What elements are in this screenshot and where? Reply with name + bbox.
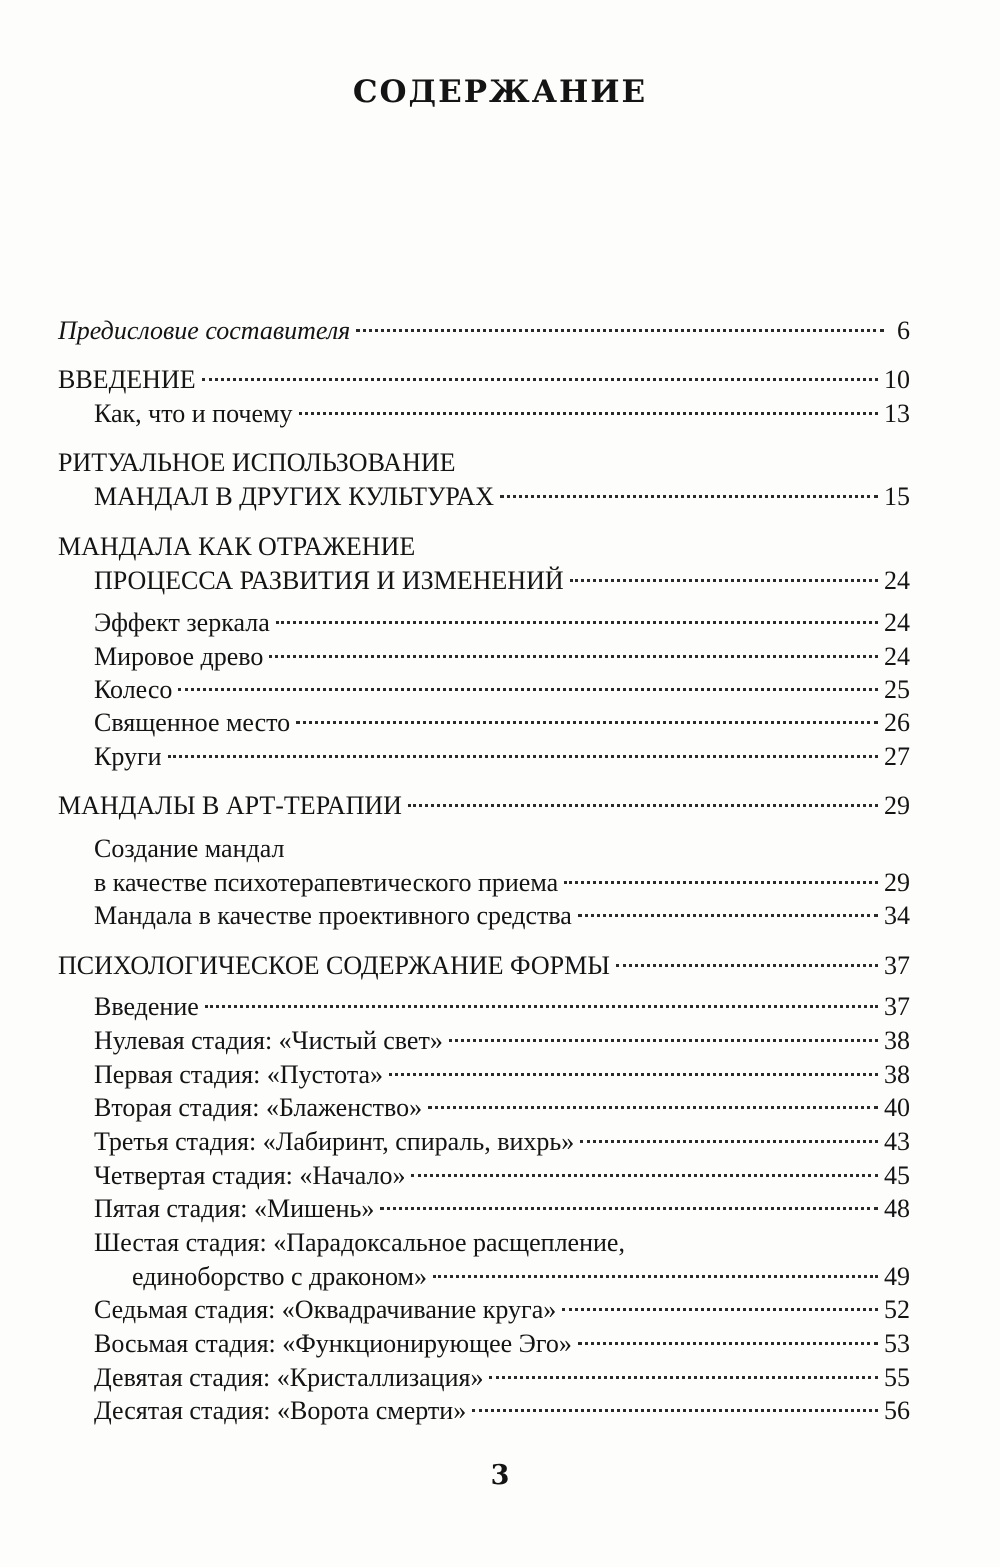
dot-leader [380,1207,878,1210]
toc-entry-label: Введение [94,992,199,1021]
toc-entry-how-what-why [94,397,910,431]
dot-leader [449,1039,878,1042]
toc-entry-page: 37 [884,951,910,980]
toc-entry-label: Как, что и почему [94,399,293,428]
dot-leader [578,1342,878,1345]
toc-entry-stage7 [94,1293,910,1327]
toc-entry-page: 15 [884,482,910,511]
dot-leader [168,755,878,758]
toc-entry-page: 34 [884,901,910,930]
toc-entry-label: Девятая стадия: «Кристаллизация» [94,1363,484,1392]
dot-leader [489,1376,878,1379]
dot-leader [562,1308,878,1311]
toc-entry-world-tree [94,640,910,674]
toc-entry-page: 45 [884,1161,910,1190]
toc-entry-label: Нулевая стадия: «Чистый свет» [94,1026,443,1055]
toc-entry-label: ВВЕДЕНИЕ [58,365,196,394]
toc-entry-label: Мировое древо [94,642,264,671]
toc-entry-label: МАНДАЛЫ В АРТ-ТЕРАПИИ [58,791,402,820]
toc-entry-page: 52 [884,1295,910,1324]
dot-leader [269,655,878,658]
dot-leader [408,804,878,807]
toc-entry-ritual-line1: РИТУАЛЬНОЕ ИСПОЛЬЗОВАНИЕ [58,448,456,477]
toc-entry-stage9 [94,1361,910,1395]
toc-entry-page: 38 [884,1060,910,1089]
toc-entry-circles [94,740,910,774]
toc-entry-page: 43 [884,1127,910,1156]
toc-entry-mirror [94,606,910,640]
dot-leader [411,1174,878,1177]
toc-entry-label: Четвертая стадия: «Начало» [94,1161,406,1190]
toc-entry-projective [94,899,910,933]
toc-entry-page: 25 [884,675,910,704]
toc-entry-stage1 [94,1058,910,1092]
toc-entry-page: 40 [884,1093,910,1122]
dot-leader [500,495,878,498]
toc-entry-page: 38 [884,1026,910,1055]
toc-entry-label: Восьмая стадия: «Функционирующее Эго» [94,1329,572,1358]
dot-leader [276,621,878,624]
toc-entry-page: 27 [884,742,910,771]
dot-leader [570,579,878,582]
dot-leader [580,1140,878,1143]
toc-entry-page: 48 [884,1194,910,1223]
dot-leader [428,1106,878,1109]
page-title: СОДЕРЖАНИЕ [352,74,648,110]
toc-entry-stage0 [94,1024,910,1058]
dot-leader [578,914,878,917]
toc-entry-page: 24 [884,642,910,671]
toc-entry-label: Колесо [94,675,173,704]
toc-entry-creation [94,866,910,900]
toc-entry-label: Первая стадия: «Пустота» [94,1060,384,1089]
toc-entry-page: 24 [884,566,910,595]
dot-leader [472,1409,878,1412]
toc-entry-page: 26 [884,708,910,737]
toc-entry-stage4 [94,1159,910,1193]
toc-entry-page: 10 [884,365,910,394]
toc-entry-label: Мандала в качестве проективного средства [94,901,572,930]
dot-leader [433,1275,878,1278]
toc-entry-stage6 [132,1260,910,1294]
toc-entry-label: в качестве психотерапевтического приема [94,868,559,897]
toc-entry-label: ПРОЦЕССА РАЗВИТИЯ И ИЗМЕНЕНИЙ [94,566,564,595]
toc-entry-label: Священное место [94,708,291,737]
toc-entry-creation-line1: Создание мандал [94,834,285,863]
toc-entry-sacred-place [94,706,910,740]
toc-entry-label: Эффект зеркала [94,608,270,637]
toc-entry-page: 6 [897,316,910,345]
toc-entry-wheel [94,673,910,707]
toc-entry-stage10 [94,1394,910,1428]
dot-leader [202,378,878,381]
dot-leader [356,329,884,332]
toc-entry-label: Пятая стадия: «Мишень» [94,1194,375,1223]
toc-entry-stage6-line1: Шестая стадия: «Парадоксальное расщепление, [94,1228,625,1257]
toc-entry-stage5 [94,1192,910,1226]
toc-entry-psych-content [58,949,910,983]
toc-entry-label: Круги [94,742,162,771]
dot-leader [178,688,878,691]
toc-entry-introduction [94,990,910,1024]
toc-entry-label: МАНДАЛ В ДРУГИХ КУЛЬТУРАХ [94,482,495,511]
toc-entry-label: Третья стадия: «Лабиринт, спираль, вихрь» [94,1127,575,1156]
toc-entry-intro [58,363,910,397]
toc-entry-page: 13 [884,399,910,428]
toc-entry-label: ПСИХОЛОГИЧЕСКОЕ СОДЕРЖАНИЕ ФОРМЫ [58,951,610,980]
toc-entry-page: 53 [884,1329,910,1358]
toc-entry-page: 49 [884,1262,910,1291]
toc-entry-page: 37 [884,992,910,1021]
toc-entry-page: 56 [884,1396,910,1425]
toc-entry-label: Предисловие составителя [58,316,351,345]
page-number: 3 [490,1460,510,1491]
toc-entry-label: единоборство с драконом» [132,1262,427,1291]
toc-entry-art-therapy [58,789,910,823]
dot-leader [299,412,879,415]
toc-entry-mandala-reflection [94,564,910,598]
toc-entry-stage2 [94,1091,910,1125]
toc-entry-page: 55 [884,1363,910,1392]
toc-entry-foreword [58,314,910,348]
dot-leader [389,1073,878,1076]
toc-entry-page: 24 [884,608,910,637]
toc-entry-label: Десятая стадия: «Ворота смерти» [94,1396,467,1425]
dot-leader [616,964,878,967]
toc-entry-stage8 [94,1327,910,1361]
toc-entry-ritual [94,480,910,514]
toc-entry-page: 29 [884,791,910,820]
toc-entry-mandala-line1: МАНДАЛА КАК ОТРАЖЕНИЕ [58,532,416,561]
toc-entry-label: Вторая стадия: «Блаженство» [94,1093,423,1122]
dot-leader [564,881,878,884]
toc-entry-stage3 [94,1125,910,1159]
toc-entry-label: Седьмая стадия: «Оквадрачивание круга» [94,1295,557,1324]
dot-leader [205,1005,878,1008]
dot-leader [296,721,878,724]
toc-entry-page: 29 [884,868,910,897]
